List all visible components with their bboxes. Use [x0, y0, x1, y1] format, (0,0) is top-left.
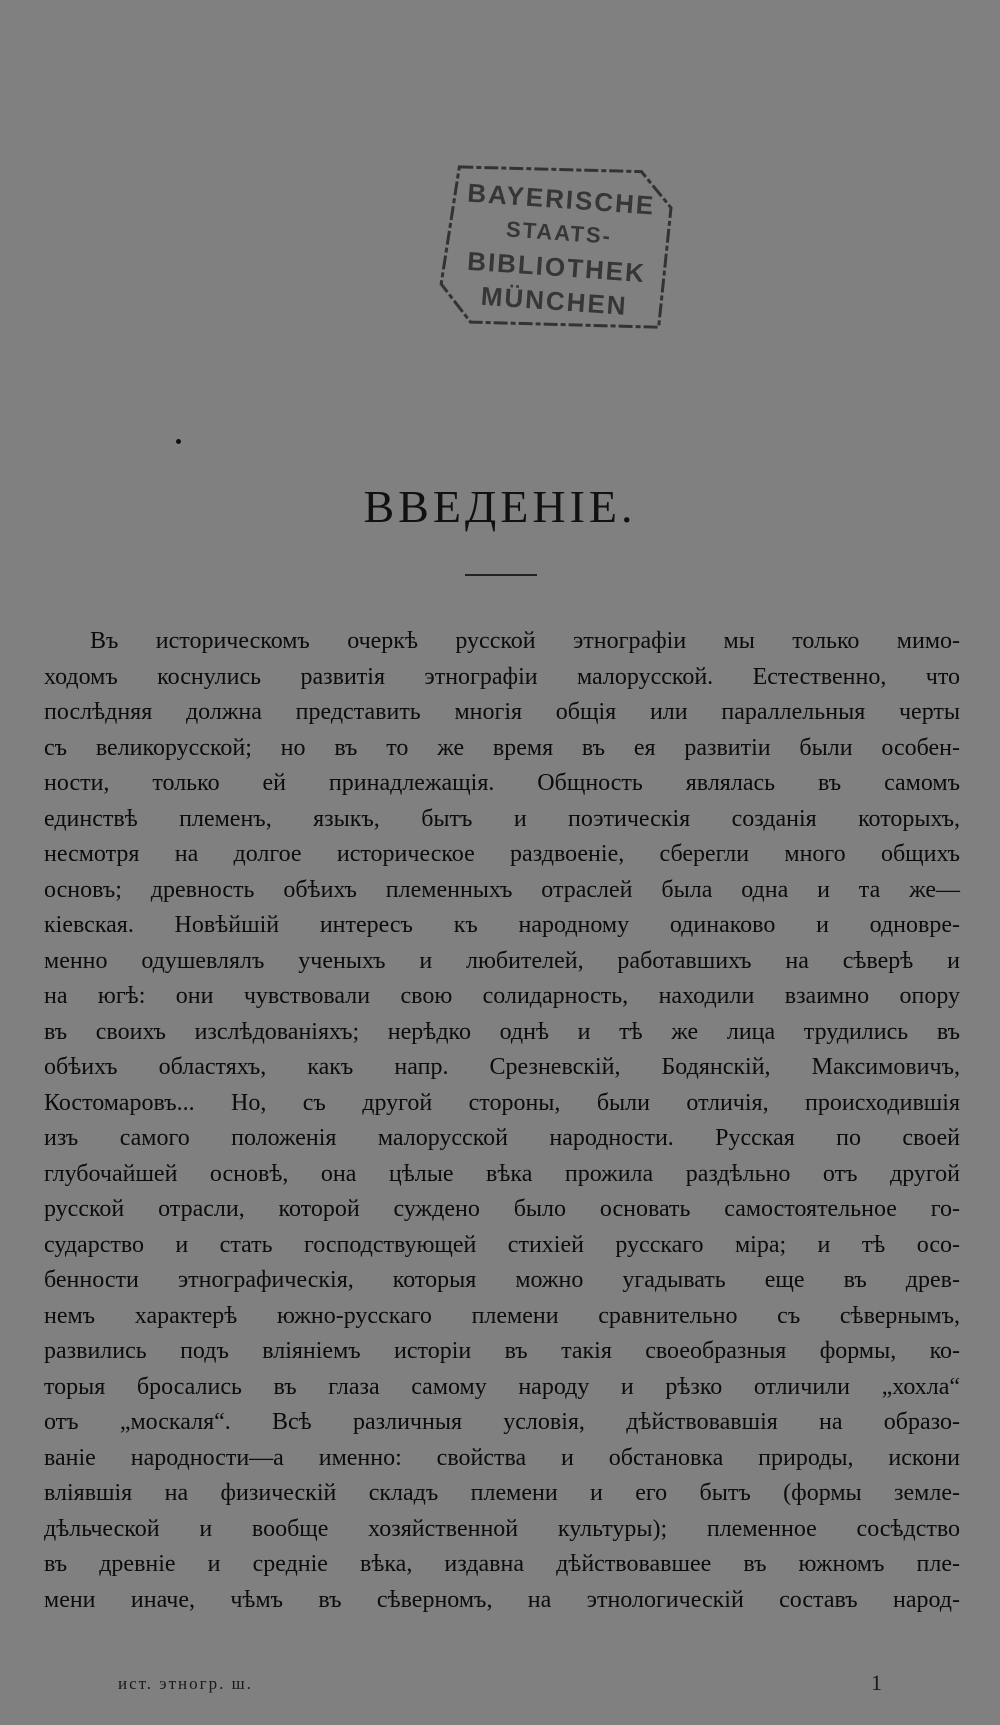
text-line: бенности этнографическія, которыя можно угадывать еще въ древ- [44, 1267, 960, 1293]
stamp-line: BIBLIOTHEK [466, 245, 647, 289]
text-line: торыя бросались въ глаза самому народу и рѣзко отличили „хохла“ [44, 1373, 960, 1400]
text-line: единствѣ племенъ, языкъ, бытъ и поэтическія созданія которыхъ, [44, 805, 960, 832]
chapter-heading: ВВЕДЕНІЕ. [363, 481, 637, 532]
text-line: мени иначе, чѣмъ въ сѣверномъ, на этнологическій составъ народ- [44, 1586, 960, 1613]
text-line: послѣдняя должна представить многія общія или параллельныя черты [44, 699, 960, 725]
text-line: въ своихъ изслѣдованіяхъ; нерѣдко однѣ и тѣ же лица трудились въ [44, 1018, 960, 1045]
text-line: Костомаровъ... Но, съ другой стороны, были отличія, происходившія [44, 1089, 960, 1116]
text-line: сударство и стать господствующей стихіей русскаго міра; и тѣ осо- [44, 1231, 960, 1258]
stamp-line: STAATS- [505, 216, 613, 249]
text-line: ваніе народности—а именно: свойства и обстановка природы, искони [44, 1444, 960, 1471]
text-line: глубочайшей основѣ, она цѣлые вѣка прожила раздѣльно отъ другой [44, 1160, 960, 1187]
text-line: кіевская. Новѣйшій интересъ къ народному одинаково и одновре- [44, 912, 960, 938]
text-line: обѣихъ областяхъ, какъ напр. Срезневскій, Бодянскій, Максимовичъ, [44, 1054, 960, 1080]
text-line: въ древніе и средніе вѣка, издавна дѣйствовавшее въ южномъ пле- [44, 1551, 960, 1577]
text-line: основъ; древность обѣихъ племенныхъ отраслей была одна и та же— [44, 876, 960, 903]
stamp-line: MÜNCHEN [479, 280, 629, 321]
text-line: ходомъ коснулись развитія этнографіи малорусской. Естественно, что [44, 663, 960, 690]
text-line: менно одушевлялъ ученыхъ и любителей, работавшихъ на сѣверѣ и [44, 947, 960, 974]
library-stamp [430, 152, 686, 343]
text-line: на югѣ: они чувствовали свою солидарность, находили взаимно опору [44, 983, 960, 1009]
text-line: съ великорусской; но въ то же время въ ея развитіи были особен- [44, 734, 960, 761]
text-line: дѣльческой и вообще хозяйственной культуры); племенное сосѣдство [44, 1515, 960, 1542]
text-line: изъ самого положенія малорусской народности. Русская по своей [44, 1125, 960, 1151]
heading-rule [465, 574, 537, 576]
body-paragraph [44, 624, 960, 1618]
stamp-line: BAYERISCHE [466, 177, 657, 221]
text-line: отъ „москаля“. Всѣ различныя условія, дѣйствовавшія на образо- [44, 1409, 960, 1435]
text-line: Въ историческомъ очеркѣ русской этнографіи мы только мимо- [90, 628, 960, 654]
page-number: 1 [871, 1670, 882, 1695]
stamp-text [445, 175, 670, 326]
signature-mark: ист. этногр. ш. [118, 1674, 253, 1693]
text-line: несмотря на долгое историческое раздвоеніе, сберегли много общихъ [44, 841, 960, 867]
text-line: вліявшія на физическій складъ племени и его бытъ (формы земле- [44, 1480, 960, 1506]
text-line: ности, только ей принадлежащія. Общность являлась въ самомъ [44, 770, 960, 796]
text-line: развились подъ вліяніемъ исторіи въ такія своеобразныя формы, ко- [44, 1338, 960, 1364]
ink-dot [176, 439, 181, 444]
text-line: немъ характерѣ южно-русскаго племени сравнительно съ сѣвернымъ, [44, 1302, 960, 1329]
text-line: русской отрасли, которой суждено было основать самостоятельное го- [44, 1196, 960, 1222]
